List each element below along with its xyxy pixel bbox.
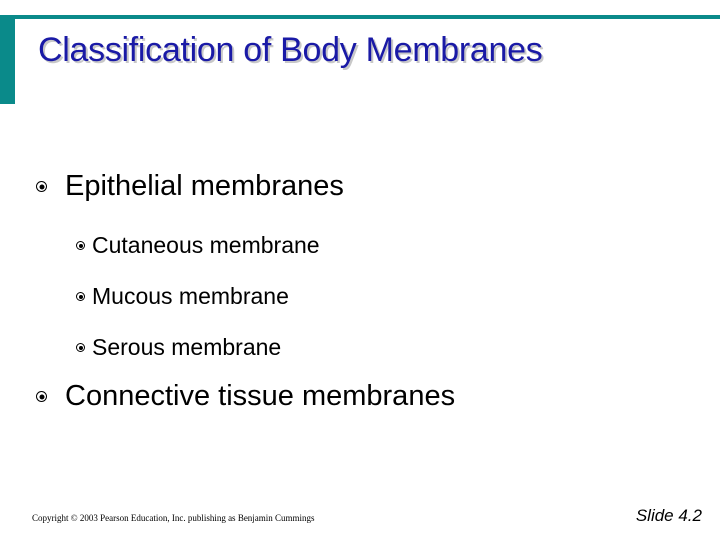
bullet-epithelial-membranes (36, 170, 344, 203)
slide-number: Slide 4.2 (635, 506, 702, 525)
bullet-icon (76, 343, 85, 352)
subbullet-label: Mucous membrane (92, 283, 289, 309)
accent-bar-left (0, 15, 15, 104)
subbullet-cutaneous-membrane (76, 232, 320, 259)
bullet-label: Epithelial membranes (65, 170, 344, 202)
subbullet-label: Cutaneous membrane (92, 232, 320, 258)
copyright-notice: Copyright © 2003 Pearson Education, Inc. publishing as Benjamin Cummings (32, 513, 315, 523)
bullet-icon (36, 181, 47, 192)
subbullet-label: Serous membrane (92, 334, 282, 360)
subbullet-serous-membrane (76, 334, 281, 361)
bullet-icon (76, 241, 85, 250)
bullet-icon (36, 391, 47, 402)
bullet-icon (76, 292, 85, 301)
bullet-label: Connective tissue membranes (65, 380, 456, 412)
accent-bar-top (15, 15, 720, 19)
subbullet-mucous-membrane (76, 283, 289, 310)
bullet-connective-tissue-membranes (36, 380, 455, 413)
slide-title: Classification of Body Membranes (38, 31, 543, 69)
